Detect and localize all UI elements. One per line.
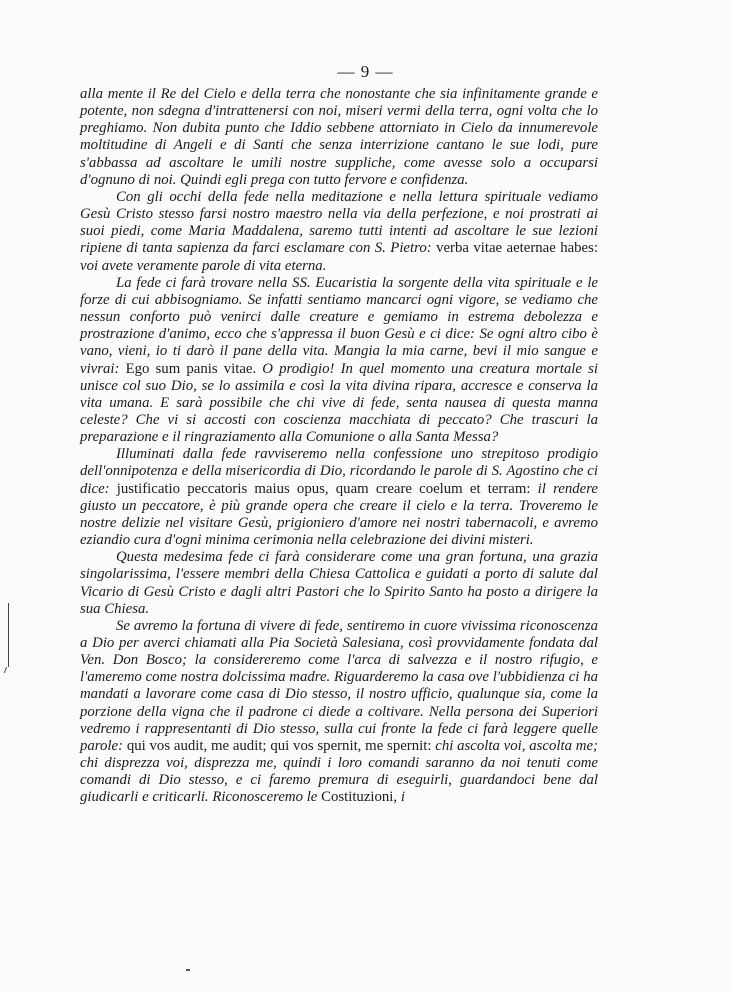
latin-quote: qui vos audit, me audit; qui vos spernit, me spernit: bbox=[126, 737, 432, 754]
latin-quote: justificatio peccatoris maius opus, quam creare coelum et terram: bbox=[116, 480, 531, 497]
text-run: alla mente il Re del Cielo e della terra che nonostante che sia infinitamente grande e potente, non sdegna d'intrattenersi con noi, miseri vermi della terra, ogni volta che lo preghiamo. Non dubita punto che Iddio sebbene attorniato in Cielo da innumerevole moltitudine di Angeli e di Santi che senza interrizione cantano le sue lodi, pure s'abbassa ad ascoltare le umili nostre suppliche, come avesse solo a occuparsi d'ognuno di noi. Quindi egli prega con tutto fervore e confidenza. bbox=[80, 86, 598, 188]
paragraph bbox=[80, 275, 598, 447]
text-run: il rendere giusto un peccatore, è più grande opera che creare il cielo e la terra. Troveremo le nostre delizie nel visitare Gesù, prigioniero d'amore nei nostri tabernacoli, e avremo eziandio cura d'ogni minima cerimonia nella celebrazione dei divini misteri. bbox=[80, 480, 598, 549]
paragraph bbox=[80, 618, 598, 807]
text-run: Illuminati dalla fede ravviseremo nella confessione uno strepitoso prodigio dell'onnipotenza e della misericordia di Dio, ricordando le parole di S. Agostino che ci dice: bbox=[80, 446, 598, 497]
text-run: O prodigio! In quel momento una creatura mortale si unisce col suo Dio, se lo assimila e così la vita divina ripara, accresce e conserva la vita umana. E sarà possibile che chi vive di fede, senta nausea di questa manna celeste? Che vi si accosti con coscienza macchiata di peccato? Che trascuri la preparazione e il ringraziamento alla Comunione o alla Santa Messa? bbox=[80, 360, 598, 446]
body-text bbox=[80, 86, 598, 807]
text-run: La fede ci farà trovare nella SS. Eucaristia la sorgente della vita spirituale e le forze di cui abbisogniamo. Se infatti sentiamo mancarci ogni vigore, se vediamo che nessun conforto può venirci dalle creature e gemiamo in estrema debolezza e prostrazione d'animo, ecco che s'appressa il buon Gesù e ci dice: Se ogni altro cibo è vano, vieni, io ti darò il pane della vita. Mangia la mia carne, bevi il mio sangue e vivrai: bbox=[80, 274, 598, 377]
text-run: Questa medesima fede ci farà considerare come una gran fortuna, una grazia singolarissima, l'essere membri della Chiesa Cattolica e guidati a porto di salute dal Vicario di Gesù Cristo e dagli altri Pastori che lo Spirito Santo ha posto a dirigere la sua Chiesa. bbox=[80, 549, 598, 617]
paragraph bbox=[80, 549, 598, 618]
text-run: i bbox=[397, 789, 405, 806]
paragraph bbox=[80, 86, 598, 189]
paragraph bbox=[80, 189, 598, 275]
page-number: — 9 — bbox=[337, 62, 394, 81]
ink-speck bbox=[186, 969, 190, 971]
text-run: chi ascolta voi, ascolta me; chi disprezza voi, disprezza me, quindi i loro comandi saranno da noi tenuti come comandi di Dio stesso, e ci faremo premura di eseguirli, guardandoci bene dal giudicarli e criticarli. Riconosceremo le bbox=[80, 737, 598, 806]
paragraph bbox=[80, 446, 598, 549]
latin-quote: Ego sum panis vitae. bbox=[125, 360, 257, 377]
latin-quote: verba vitae aeternae habes: bbox=[436, 240, 598, 257]
margin-bracket-mark bbox=[8, 603, 11, 667]
latin-quote: Costituzioni, bbox=[321, 789, 398, 806]
text-run: voi avete veramente parole di vita eterna. bbox=[80, 257, 327, 274]
text-run: Se avremo la fortuna di vivere di fede, sentiremo in cuore vivissima riconoscenza a Dio per averci chiamati alla Pia Società Salesiana, così provvidamente fondata dal Ven. Don Bosco; la considereremo come l'arca di salvezza e il nostro rifugio, e l'ameremo come nostra dolcissima madre. Riguarderemo la casa ove l'ubbidienza ci ha mandati a lavorare come casa di Dio stesso, il nostro ufficio, qualunque sia, come la porzione della vigna che il padrone ci diede a coltivare. Nella persona dei Superiori vedremo i rappresentanti di Dio stesso, sulla cui fronte la fede ci farà leggere quelle parole: bbox=[80, 617, 598, 754]
text-run: Con gli occhi della fede nella meditazione e nella lettura spirituale vediamo Gesù Cristo stesso farsi nostro maestro nella via della perfezione, e noi prostrati ai suoi piedi, come Maria Maddalena, saremo tutti intenti ad ascoltare le sue lezioni ripiene di tanta sapienza da farci esclamare con S. Pietro: bbox=[80, 188, 598, 257]
